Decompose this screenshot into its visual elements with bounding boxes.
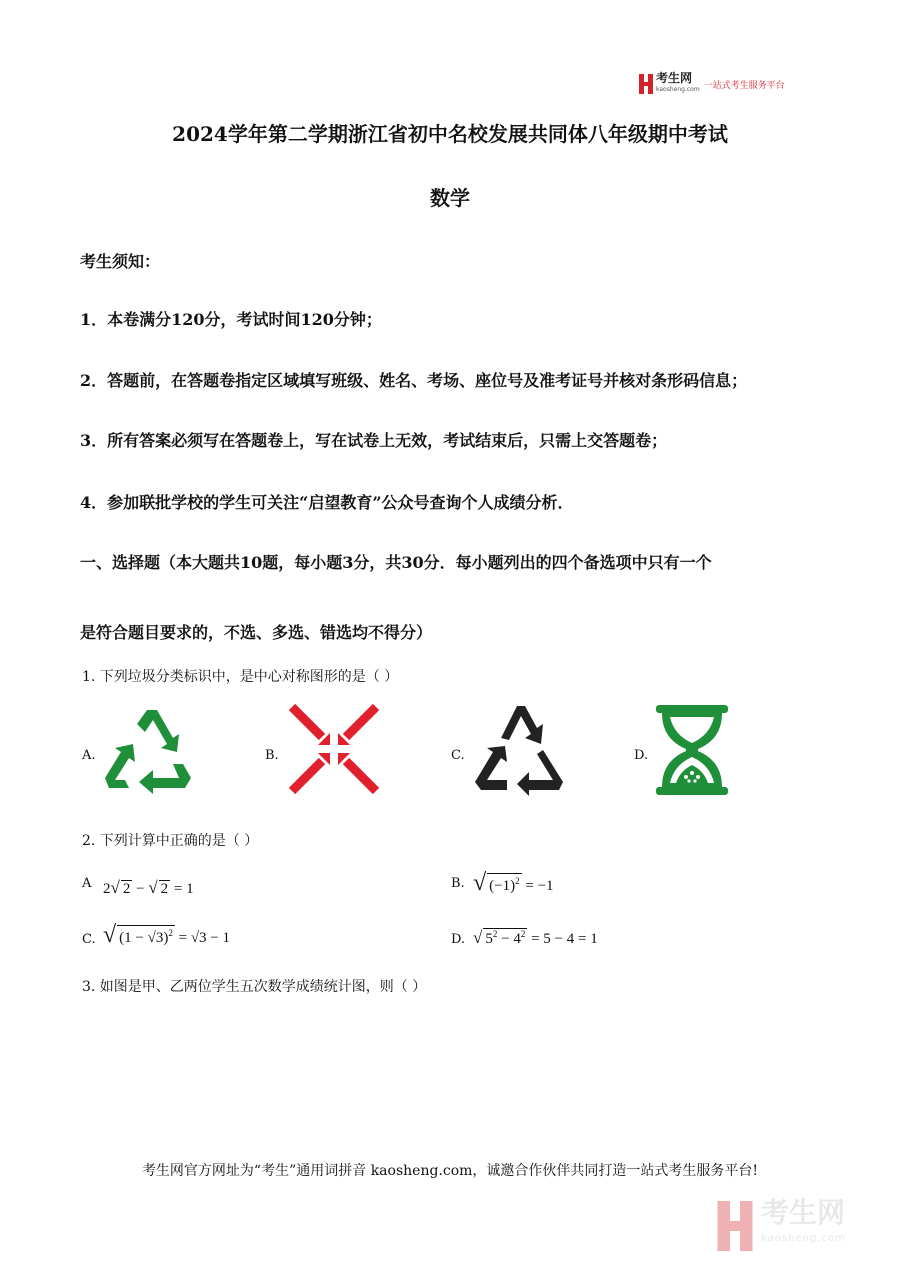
q1-option-d-label: D. [634, 748, 649, 763]
q2-option-c-label: C. [82, 932, 96, 947]
q2-option-d-expr: √ $5^2 - 4^2 = 5 - 4 = 1$ [473, 928, 598, 947]
arrows-x-red-icon [288, 703, 380, 795]
exam-subject: 数学 [430, 186, 470, 210]
q2-option-b-expr: √ $(-1)^2 = -1$ [473, 870, 554, 896]
exam-title: 2024学年第二学期浙江省初中名校发展共同体八年级期中考试 [172, 122, 728, 146]
q2-option-b-label: B. [451, 876, 465, 891]
q1-stem: 1. 下列垃圾分类标识中，是中心对称图形的是（ ） [82, 669, 399, 685]
q2-option-a-label: A [82, 876, 92, 891]
hourglass-green-icon [656, 705, 728, 795]
notice-item-3: 3．所有答案必须写在答题卷上，写在试卷上无效，考试结束后，只需上交答题卷； [80, 431, 668, 450]
logo-brand: 考生网 kaosheng.com [656, 71, 700, 93]
logo-slogan: 一站式考生服务平台 [703, 80, 785, 91]
header-logo [639, 73, 785, 95]
notice-item-2: 2．答题前，在答题卷指定区域填写班级、姓名、考场、座位号及准考证号并核对条形码信息； [80, 371, 748, 390]
watermark-logo-icon [715, 1201, 755, 1251]
recycle-black-icon [473, 698, 565, 796]
kaosheng-logo-icon [639, 74, 653, 94]
q3-stem: 3. 如图是甲、乙两位学生五次数学成绩统计图，则（ ） [82, 979, 427, 995]
q1-option-b-label: B. [265, 748, 279, 763]
notice-item-1: 1．本卷满分120分，考试时间120分钟； [80, 310, 382, 329]
q1-option-a-label: A. [82, 748, 96, 763]
page-footer: 考生网官方网址为“考生”通用词拼音 kaosheng.com，诚邀合作伙伴共同打造一站式考生服务平台! [141, 1163, 759, 1179]
watermark [715, 1196, 846, 1252]
q2-option-c-expr: √ $(1 - √3)^2 = √3 - 1$ [103, 922, 231, 948]
q2-stem: 2. 下列计算中正确的是（ ） [82, 833, 259, 849]
section1-line1: 一、选择题（本大题共10题，每小题3分，共30分．每小题列出的四个备选项中只有一个 [80, 553, 712, 572]
q2-option-d-label: D. [451, 932, 466, 947]
q1-option-c-label: C. [451, 748, 465, 763]
watermark-text: 考生网 kaosheng.com [761, 1196, 846, 1244]
section1-line2: 是符合题目要求的，不选、多选、错选均不得分） [80, 623, 433, 642]
q2-option-a-expr: 2√ 2 − √ 2 = 1 [103, 878, 194, 897]
recycle-green-icon [103, 708, 197, 792]
notice-item-4: 4．参加联批学校的学生可关注“启望教育”公众号查询个人成绩分析． [80, 493, 574, 512]
notice-heading: 考生须知： [80, 252, 161, 271]
